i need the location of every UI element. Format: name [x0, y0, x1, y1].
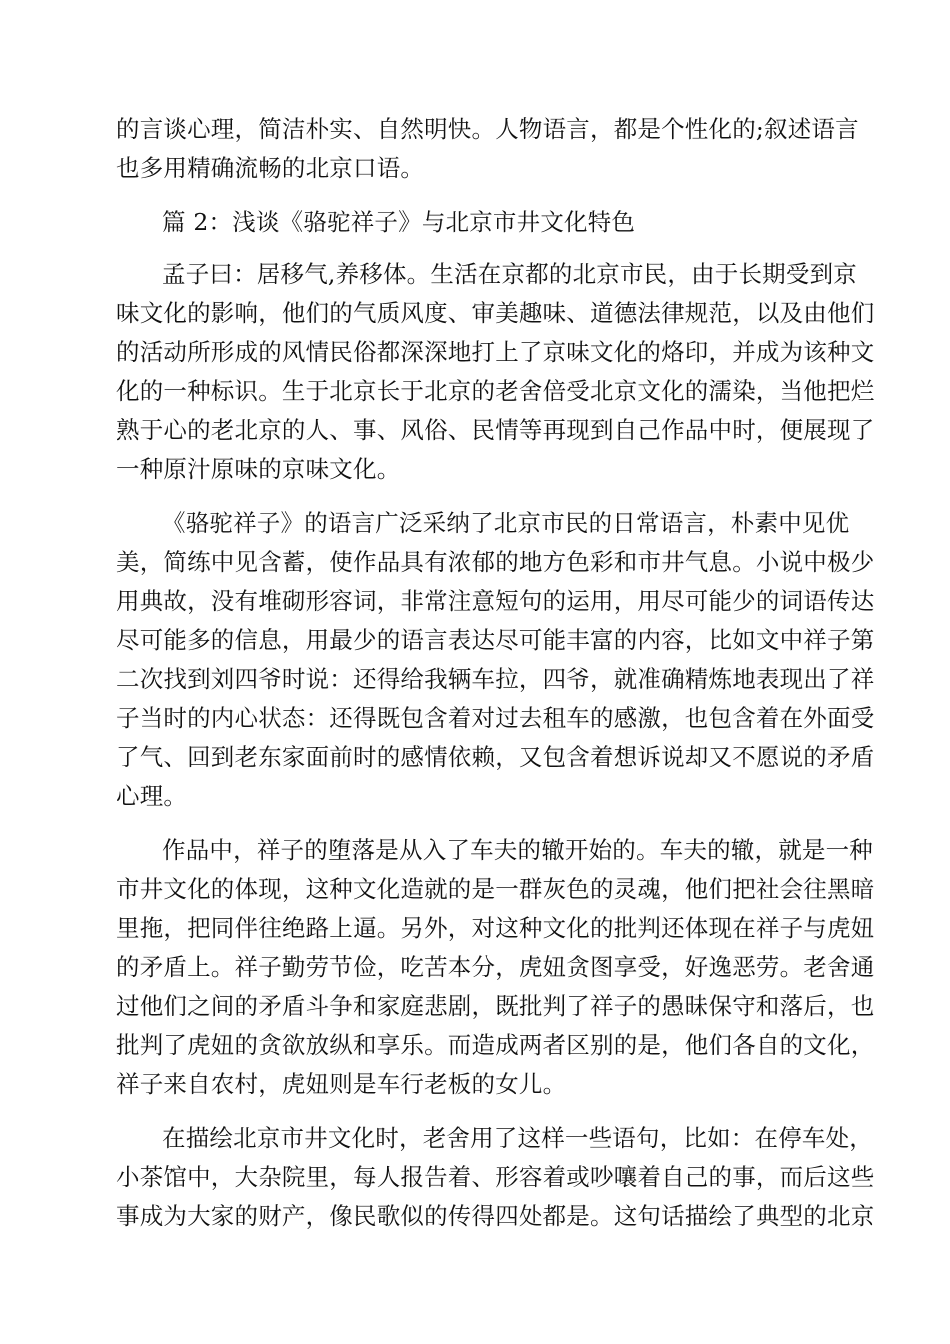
paragraph-line: 孟子曰：居移气,养移体。生活在京都的北京市民，由于长期受到京: [162, 260, 857, 288]
section-heading: 篇 2：浅谈《骆驼祥子》与北京市井文化特色: [162, 208, 636, 236]
paragraph-line: 二次找到刘四爷时说：还得给我辆车拉，四爷，就准确精炼地表现出了祥: [116, 665, 875, 693]
paragraph-line: 一种原汁原味的京味文化。: [116, 455, 401, 483]
paragraph-line: 子当时的内心状态：还得既包含着对过去租车的感激，也包含着在外面受: [116, 704, 875, 732]
paragraph-line: 也多用精确流畅的北京口语。: [116, 154, 425, 182]
paragraph-line: 批判了虎妞的贪欲放纵和享乐。而造成两者区别的是，他们各自的文化，: [116, 1031, 875, 1059]
paragraph-line: 祥子来自农村，虎妞则是车行老板的女儿。: [116, 1070, 567, 1098]
paragraph-line: 里拖，把同伴往绝路上逼。另外，对这种文化的批判还体现在祥子与虎妞: [116, 914, 875, 942]
paragraph-line: 化的一种标识。生于北京长于北京的老舍倍受北京文化的濡染，当他把烂: [116, 377, 875, 405]
paragraph-line: 美，简练中见含蓄，使作品具有浓郁的地方色彩和市井气息。小说中极少: [116, 548, 875, 576]
paragraph-line: 小茶馆中，大杂院里，每人报告着、形容着或吵嚷着自己的事，而后这些: [116, 1163, 875, 1191]
paragraph-line: 《骆驼祥子》的语言广泛采纳了北京市民的日常语言，朴素中见优: [162, 509, 850, 537]
paragraph-line: 用典故，没有堆砌形容词，非常注意短句的运用，用尽可能少的词语传达: [116, 587, 875, 615]
paragraph-line: 尽可能多的信息，用最少的语言表达尽可能丰富的内容，比如文中祥子第: [116, 626, 875, 654]
paragraph-line: 事成为大家的财产，像民歌似的传得四处都是。这句话描绘了典型的北京: [116, 1202, 875, 1230]
paragraph-line: 熟于心的老北京的人、事、风俗、民情等再现到自己作品中时，便展现了: [116, 416, 875, 444]
paragraph-line: 在描绘北京市井文化时，老舍用了这样一些语句，比如：在停车处，: [162, 1124, 873, 1152]
paragraph-line: 了气、回到老东家面前时的感情依赖，又包含着想诉说却又不愿说的矛盾: [116, 743, 875, 771]
paragraph-line: 市井文化的体现，这种文化造就的是一群灰色的灵魂，他们把社会往黑暗: [116, 875, 875, 903]
paragraph-line: 作品中，祥子的堕落是从入了车夫的辙开始的。车夫的辙，就是一种: [162, 836, 873, 864]
paragraph-line: 过他们之间的矛盾斗争和家庭悲剧，既批判了祥子的愚昧保守和落后，也: [116, 992, 875, 1020]
paragraph-line: 的活动所形成的风情民俗都深深地打上了京味文化的烙印，并成为该种文: [116, 338, 875, 366]
paragraph-line: 的言谈心理，简洁朴实、自然明快。人物语言，都是个性化的;叙述语言: [116, 115, 859, 143]
paragraph-line: 的矛盾上。祥子勤劳节俭，吃苦本分，虎妞贪图享受，好逸恶劳。老舍通: [116, 953, 875, 981]
paragraph-line: 心理。: [116, 782, 188, 810]
paragraph-line: 味文化的影响，他们的气质风度、审美趣味、道德法律规范，以及由他们: [116, 299, 875, 327]
